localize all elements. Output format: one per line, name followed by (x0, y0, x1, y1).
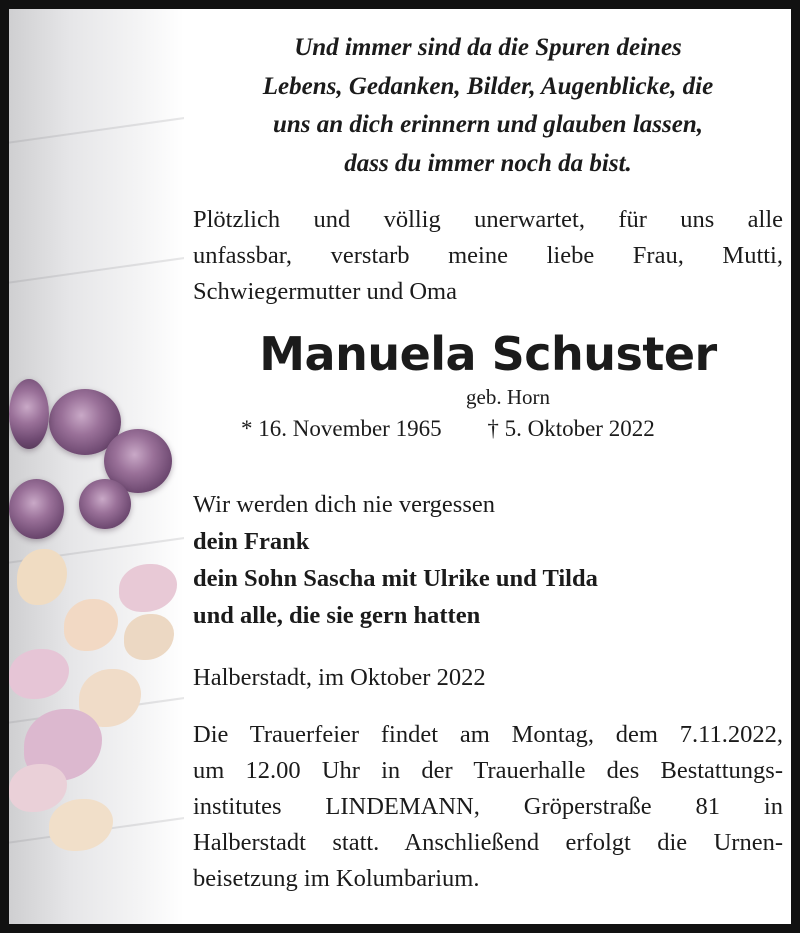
rose (79, 479, 131, 529)
service-line: um 12.00 Uhr in der Trauerhalle des Bestattungs- (193, 757, 783, 784)
petal (9, 764, 67, 812)
poem-line: Und immer sind da die Spuren deines (294, 34, 682, 61)
announcement-line: Plötzlich und völlig unerwartet, für uns alle (193, 206, 783, 233)
roses-photo (9, 9, 184, 924)
wood-grain (9, 114, 184, 147)
petal (9, 649, 69, 699)
petal (119, 564, 177, 612)
place-and-date: Halberstadt, im Oktober 2022 (193, 664, 486, 691)
mourner: dein Frank (193, 528, 310, 555)
death-announcement (193, 202, 783, 310)
petal (17, 549, 67, 605)
petal (64, 599, 118, 651)
service-line: Die Trauerfeier findet am Montag, dem 7.11.2022, (193, 721, 783, 748)
petal (124, 614, 174, 660)
mourner: dein Sohn Sascha mit Ulrike und Tilda (193, 565, 598, 592)
memorial-poem (193, 29, 783, 183)
poem-line: dass du immer noch da bist. (344, 149, 632, 177)
rose (9, 479, 64, 539)
announcement-line: Schwiegermutter und Oma (193, 278, 457, 305)
poem-line: Lebens, Gedanken, Bilder, Augenblicke, die (262, 72, 714, 100)
farewell-block (193, 486, 783, 634)
notice-text (193, 29, 783, 897)
rose (9, 379, 49, 449)
birth-name: geb. Horn (466, 385, 550, 409)
birth-date: * 16. November 1965 (241, 416, 442, 441)
funeral-service-info (193, 717, 783, 897)
life-dates (193, 412, 783, 446)
petal (49, 799, 113, 851)
farewell-lead: Wir werden dich nie vergessen (193, 491, 495, 518)
mourner: und alle, die sie gern hatten (193, 602, 481, 629)
poem-line: uns an dich erinnern und glauben lassen, (272, 111, 703, 138)
deceased-name: Manuela Schuster (259, 327, 717, 381)
service-line: beisetzung im Kolumbarium. (193, 865, 480, 892)
wood-grain (9, 254, 184, 287)
death-date: † 5. Oktober 2022 (487, 416, 655, 441)
service-line: institutes LINDEMANN, Gröperstraße 81 in (193, 793, 783, 820)
service-line: Halberstadt statt. Anschließend erfolgt die Urnen- (193, 829, 783, 856)
announcement-line: unfassbar, verstarb meine liebe Frau, Mutti, (193, 242, 783, 269)
